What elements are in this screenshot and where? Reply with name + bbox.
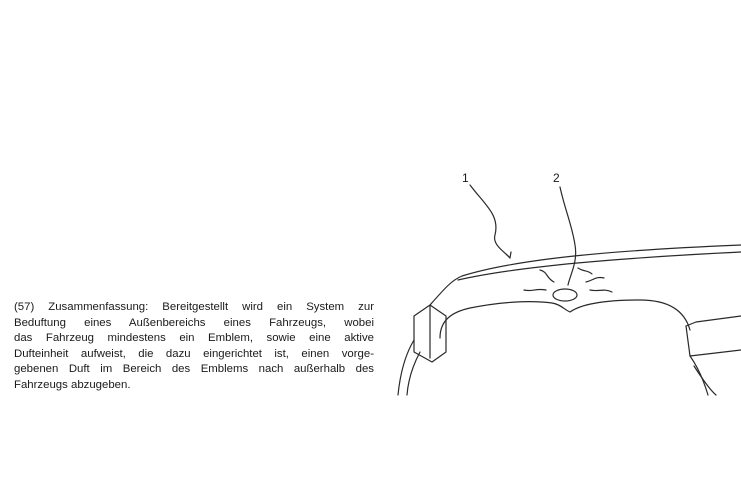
scent-line [524,289,546,290]
front-opening [440,300,690,338]
scent-line [590,290,612,292]
scent-line [578,268,592,274]
right-fender [690,356,708,395]
right-headlight [686,316,741,326]
scent-line [540,270,554,282]
reference-numeral-1: 1 [462,171,469,185]
abstract-line: gebenen Duft im Bereich des Emblems nach außerhalb des [14,363,374,375]
abstract-line: Fahrzeugs abzugeben. [14,378,131,391]
scent-line [586,277,604,282]
leader-line-2 [560,187,576,285]
abstract-line: (57) Zusammenfassung: Bereitgestellt wird ein System zur [14,301,374,313]
leader-line-1 [470,185,510,258]
abstract-line: das Fahrzeug mindestens ein Emblem, sowie eine aktive [14,332,374,344]
emblem [553,289,577,301]
left-fender [398,340,414,395]
abstract-line: Dufteinheit aufweist, die dazu eingerichtet ist, einen vorge- [14,347,374,360]
reference-numeral-2: 2 [553,171,560,185]
abstract-line: Beduftung eines Außenbereichs eines Fahrzeugs, wobei [14,316,374,329]
